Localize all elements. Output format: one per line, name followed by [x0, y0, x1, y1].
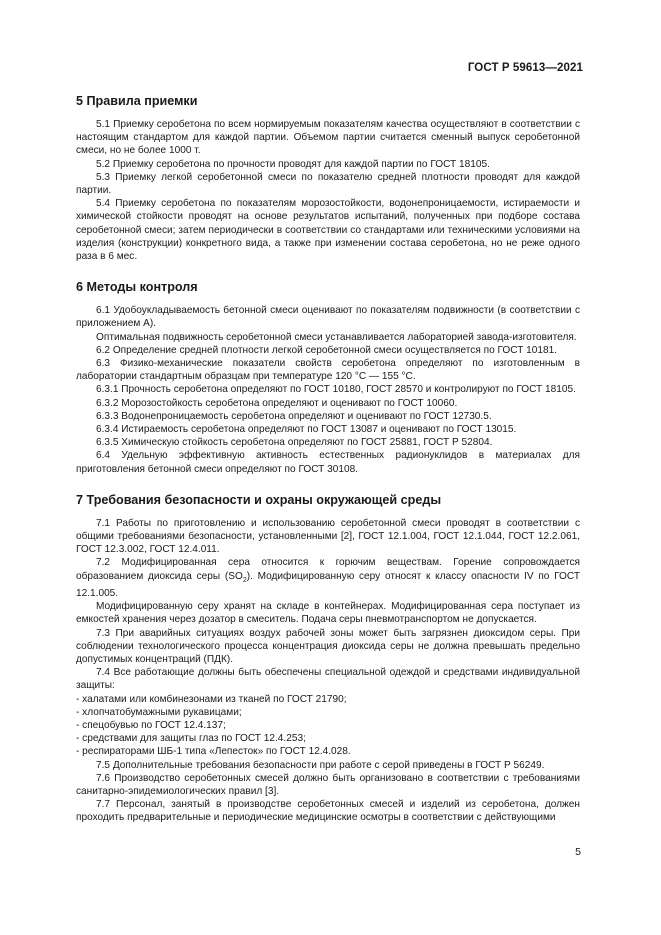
section-6-title: 6 Методы контроля [76, 280, 198, 295]
document-code: ГОСТ Р 59613—2021 [467, 62, 583, 74]
paragraph-7-7: 7.7 Персонал, занятый в производстве серобетонных смесей и изделий из серобетона, должен проходить предварительные и периодические медицинские осмотры в соответствии с действующими [76, 799, 580, 824]
paragraph-6-4: 6.4 Удельную эффективную активность естественных радионуклидов в материалах для приготовления бетонной смеси определяют по ГОСТ 30108. [76, 450, 580, 475]
paragraph-7-1: 7.1 Работы по приготовлению и использованию серобетонной смеси проводят в соответствии с общими требованиями безопасности, установленными [2], ГОСТ 12.1.004, ГОСТ 12.1.044, ГОСТ 12.2.061, ГОСТ 12.3.002, ГОСТ 12.4.011. [76, 517, 580, 556]
document-body [76, 94, 580, 825]
paragraph-6-2: 6.2 Определение средней плотности легкой серобетонной смеси осуществляется по ГОСТ 10181. [96, 344, 558, 356]
paragraph-7-2-storage: Модифицированную серу хранят на складе в контейнерах. Модифицированная сера поступает из емкостей хранения через дозатор в смеситель. Подача серы пневмотранспортом не допускается. [76, 601, 580, 626]
paragraph-6-3-5: 6.3.5 Химическую стойкость серобетона определяют по ГОСТ 25881, ГОСТ Р 52804. [96, 437, 493, 449]
paragraph-6-3-2: 6.3.2 Морозостойкость серобетона определяют и оценивают по ГОСТ 10060. [96, 397, 458, 409]
paragraph-6-1-note: Оптимальная подвижность серобетонной смеси устанавливается лабораторией завода-изготовителя. [96, 331, 577, 343]
paragraph-7-6: 7.6 Производство серобетонных смесей должно быть организовано в соответствии с требованиями санитарно-эпидемиологических правил [3]. [76, 772, 580, 797]
paragraph-6-3-3: 6.3.3 Водонепроницаемость серобетона определяют и оценивают по ГОСТ 12730.5. [96, 410, 492, 422]
paragraph-7-5: 7.5 Дополнительные требования безопасности при работе с серой приведены в ГОСТ Р 56249. [96, 759, 545, 771]
section-7-title: 7 Требования безопасности и охраны окружающей среды [76, 492, 442, 507]
paragraph-7-4: 7.4 Все работающие должны быть обеспечены специальной одеждой и средствами индивидуальной защиты: [76, 667, 580, 692]
paragraph-5-4: 5.4 Приемку серобетона по показателям морозостойкости, водонепроницаемости, истираемости и химической стойкости проводят на основе результатов испытаний, полученных при подборе состава серобетонной смеси; затем периодически в соответствии со стандартами или техническими условиями на изделия (конструкции) конкретного вида, а также при изменении состава серобетона, но не реже одного раза в 6 мес. [76, 198, 580, 263]
list-item: - халатами или комбинезонами из тканей по ГОСТ 21790; [76, 693, 347, 705]
paragraph-5-3: 5.3 Приемку легкой серобетонной смеси по показателю средней плотности проводят для каждой партии. [76, 171, 580, 197]
paragraph-5-2: 5.2 Приемку серобетона по прочности проводят для каждой партии по ГОСТ 18105. [96, 158, 490, 170]
paragraph-7-2 [76, 556, 580, 600]
list-item: - респираторами ШБ-1 типа «Лепесток» по ГОСТ 12.4.028. [76, 746, 351, 758]
paragraph-6-3-1: 6.3.1 Прочность серобетона определяют по ГОСТ 10180, ГОСТ 28570 и контролируют по ГОСТ 18105. [96, 384, 576, 396]
paragraph-5-1: 5.1 Приемку серобетона по всем нормируемым показателям качества осуществляют в соответствии с настоящим стандартом для каждой партии. Объемом партии считается сменный выпуск серобетонной смеси, но не более 1000 т. [76, 119, 580, 157]
paragraph-7-3: 7.3 При аварийных ситуациях воздух рабочей зоны может быть загрязнен диоксидом серы. При соблюдении технологического процесса концентрация диоксида серы не должна превышать предельно допустимых концентраций (ПДК). [76, 627, 580, 665]
section-5-title: 5 Правила приемки [76, 94, 198, 108]
list-item: - спецобувью по ГОСТ 12.4.137; [76, 719, 226, 731]
list-item: - средствами для защиты глаз по ГОСТ 12.4.253; [76, 733, 306, 745]
paragraph-7-2-text-a: 7.2 Модифицированная сера относится к горючим веществам. Горение сопровождается образованием диоксида серы (SO [76, 557, 580, 582]
page-number: 5 [575, 846, 581, 858]
paragraph-6-1: 6.1 Удобоукладываемость бетонной смеси оценивают по показателям подвижности (в соответствии с приложением А). [76, 305, 580, 330]
paragraph-7-2-text-b: ). Модифицированную серу относят к классу опасности IV по ГОСТ 12.1.005. [76, 570, 581, 599]
so2-subscript: 2 [242, 576, 247, 584]
list-item: - хлопчатобумажными рукавицами; [76, 706, 242, 718]
paragraph-6-3-4: 6.3.4 Истираемость серобетона определяют по ГОСТ 13087 и оценивают по ГОСТ 13015. [96, 424, 517, 436]
paragraph-6-3: 6.3 Физико-механические показатели свойств серобетона определяют по изготовленным в лаборатории стандартным образцам при температуре 120 °C — 155 °C. [76, 358, 580, 383]
